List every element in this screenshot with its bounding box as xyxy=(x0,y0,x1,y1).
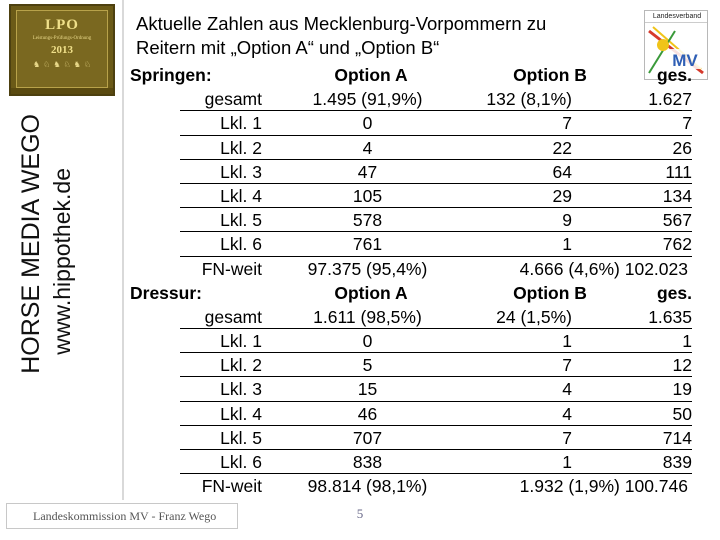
row-option-a: 98.814 (98,1%) xyxy=(307,476,428,497)
row-option-b: 7 xyxy=(562,427,572,448)
row-option-b: 64 xyxy=(552,161,572,182)
row-option-b: 4 xyxy=(562,403,572,424)
footer-author: Landeskommission MV - Franz Wego xyxy=(6,503,238,529)
row-option-b: 4 xyxy=(562,379,572,400)
table-row xyxy=(120,305,692,329)
springen-col-ges: ges. xyxy=(656,65,692,85)
row-option-b: 1 xyxy=(562,331,572,352)
row-label: Lkl. 1 xyxy=(220,113,262,134)
row-label: FN-weit xyxy=(201,476,262,497)
row-option-a: 1.495 (91,9%) xyxy=(312,89,423,110)
row-label: FN-weit xyxy=(201,258,262,279)
brand-name: HORSE MEDIA WEGO xyxy=(17,114,45,374)
horse-icon: ♘ xyxy=(43,60,51,69)
row-option-a: 707 xyxy=(352,427,383,448)
headline-line2: Reitern mit „Option A“ und „Option B“ xyxy=(136,37,440,58)
table-row xyxy=(120,184,692,208)
horse-jump-icon: ♘ xyxy=(63,60,71,69)
carriage-icon: ♞ xyxy=(53,60,61,69)
row-label: Lkl. 4 xyxy=(220,185,262,206)
row-option-a: 4 xyxy=(362,137,373,158)
vertical-branding xyxy=(14,108,104,424)
row-option-b: 29 xyxy=(552,185,572,206)
row-label: Lkl. 4 xyxy=(220,403,262,424)
dressur-section-label: Dressur: xyxy=(130,282,202,303)
row-option-a: 578 xyxy=(352,210,383,231)
row-ges: 1.627 xyxy=(648,89,692,110)
row-option-b: 1.932 (1,9%) 100.746 xyxy=(519,476,688,497)
row-option-a: 47 xyxy=(357,161,378,182)
row-label: Lkl. 2 xyxy=(220,355,262,376)
row-label: Lkl. 5 xyxy=(220,427,262,448)
headline-line1: Aktuelle Zahlen aus Mecklenburg-Vorpommern zu xyxy=(136,13,547,34)
dressur-col-option-b: Option B xyxy=(513,282,587,303)
row-option-b: 1 xyxy=(562,234,572,255)
table-row xyxy=(120,87,692,111)
row-option-a: 0 xyxy=(362,113,373,134)
row-option-a: 0 xyxy=(362,331,373,352)
horse-icon: ♞ xyxy=(73,60,81,69)
lpo-logo xyxy=(9,4,115,96)
springen-col-option-a: Option A xyxy=(334,65,408,85)
table-row xyxy=(120,160,692,184)
row-label: Lkl. 5 xyxy=(220,210,262,231)
dressur-col-option-a: Option A xyxy=(334,282,408,303)
row-label: gesamt xyxy=(204,89,262,110)
table-row xyxy=(120,111,692,135)
dressur-col-ges: ges. xyxy=(656,282,692,303)
row-option-a: 1.611 (98,5%) xyxy=(313,306,422,327)
row-option-b: 22 xyxy=(552,137,572,158)
table-row xyxy=(120,353,692,377)
rider-icon: ♘ xyxy=(83,60,92,69)
row-option-a: 46 xyxy=(357,403,378,424)
springen-header-row xyxy=(120,63,692,87)
row-ges: 7 xyxy=(682,113,692,134)
row-ges: 111 xyxy=(665,161,692,182)
table-row xyxy=(120,402,692,426)
brand-url: www.hippothek.de xyxy=(49,168,75,355)
row-ges: 1.635 xyxy=(648,306,692,327)
dressur-header-row xyxy=(120,281,692,305)
row-ges: 567 xyxy=(662,210,692,231)
lpo-logo-subtitle: Leistungs-Prüfungs-Ordnung xyxy=(32,36,92,41)
row-option-a: 838 xyxy=(352,452,383,472)
landesverband-logo-label: Landesverband xyxy=(645,11,708,23)
row-ges: 1 xyxy=(682,331,692,352)
lpo-logo-figures xyxy=(17,60,107,69)
horse-rider-icon: ♞ xyxy=(32,60,41,69)
table-row xyxy=(120,232,692,256)
table-row xyxy=(120,426,692,450)
row-ges: 134 xyxy=(662,185,692,206)
row-ges: 12 xyxy=(672,355,692,376)
row-option-a: 761 xyxy=(352,234,383,255)
row-ges: 19 xyxy=(672,379,692,400)
row-option-a: 105 xyxy=(352,185,383,206)
table-row xyxy=(120,474,692,498)
row-label: Lkl. 6 xyxy=(220,452,262,472)
table-row xyxy=(120,257,692,281)
row-label: Lkl. 1 xyxy=(220,331,262,352)
row-label: Lkl. 6 xyxy=(220,234,262,255)
springen-col-option-b: Option B xyxy=(513,65,587,85)
table-row xyxy=(120,450,692,474)
row-ges: 714 xyxy=(662,427,692,448)
row-ges: 762 xyxy=(662,234,692,255)
row-option-b: 7 xyxy=(562,113,572,134)
row-option-b: 24 (1,5%) xyxy=(496,306,572,327)
statistics-table xyxy=(120,63,692,498)
row-option-b: 132 (8,1%) xyxy=(486,89,572,110)
lpo-logo-year: 2013 xyxy=(51,44,73,56)
row-label: Lkl. 2 xyxy=(220,137,262,158)
row-option-b: 7 xyxy=(562,355,572,376)
page-number: 5 xyxy=(356,506,364,521)
sidebar xyxy=(0,0,124,540)
landesverband-mark-text: MV xyxy=(672,51,698,70)
table-row xyxy=(120,136,692,160)
row-ges: 26 xyxy=(672,137,692,158)
table-row xyxy=(120,377,692,401)
row-option-b: 4.666 (4,6%) 102.023 xyxy=(519,258,688,279)
row-option-a: 15 xyxy=(357,379,378,400)
row-label: Lkl. 3 xyxy=(220,161,262,182)
springen-section-label: Springen: xyxy=(130,65,212,85)
table-row xyxy=(120,329,692,353)
row-option-a: 5 xyxy=(362,355,373,376)
row-option-b: 9 xyxy=(562,210,572,231)
lpo-logo-title: LPO xyxy=(45,17,79,33)
row-label: gesamt xyxy=(204,306,262,327)
row-option-b: 1 xyxy=(562,452,572,472)
table-row xyxy=(120,208,692,232)
row-label: Lkl. 3 xyxy=(220,379,262,400)
row-ges: 50 xyxy=(672,403,692,424)
headline xyxy=(136,12,546,60)
row-option-a: 97.375 (95,4%) xyxy=(307,258,428,279)
row-ges: 839 xyxy=(662,452,692,472)
